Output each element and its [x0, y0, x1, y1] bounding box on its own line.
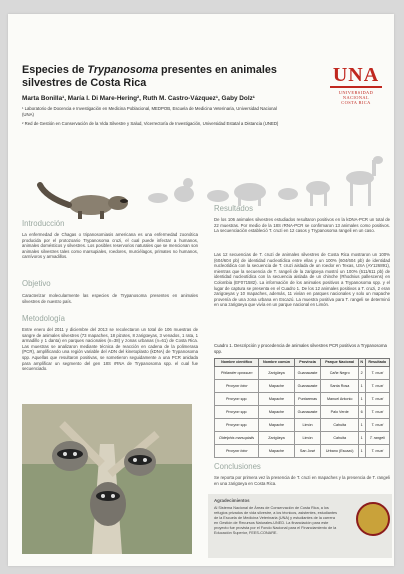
table-cell: 2 — [358, 366, 365, 379]
table-cell: 1 — [358, 431, 365, 444]
table-row — [215, 392, 390, 405]
objective-text: Caracterizar molecularmente las especies de Trypanosoma presentes en animales silvestres de nuestro país. — [22, 293, 198, 304]
results-text-2: Las 12 secuencias de T. cruzi de animales silvestres de Costa Rica mostraron un 100% (604/604 pb) de identidad nucleotídica entre ellas y un 100% (604/604 pb) de identidad nucleotídica con la secuencia de T. cruzi aislada de un roedor en Texas, USA (AY126891), mientras que la secuencia de T. rangeli de la zarigüeya mostró un 100% (611/611 pb) de identidad nucleotídica con la secuencia aislada de un chinche (Rhodnius pallescens) en Colombia (EF071582). La información de los animales positivos a Trypanosoma spp. y el lugar de captura se presenta en el Cuadro 1. De los 12 animales positivos a T. cruzi, 2 eran zarigüeyas y 10 mapaches, además, 11 vivían en parques nacionales y solo un mapache provenía de una zona urbana en Escazú. La muestra positiva para T. rangeli se determinó en una zarigüeya que vivía en un parque nacional en Limón. — [214, 252, 390, 308]
affiliation-1: ¹ Laboratorio de Docencia e Investigación en Medicina Poblacional, MEDPOB, Escuela de Medicina Veterinaria, Universidad Nacional (UNA) — [22, 106, 277, 117]
affiliation-2: ² Red de Gestión en Conservación de la Vida Silvestre y Salud, Vicerrectoría de Investigación, Universidad Estatal a Distancia (UNED) — [22, 121, 279, 126]
raccoon-3 — [90, 482, 126, 526]
table-header: Provincia — [294, 359, 321, 367]
university-logo — [324, 66, 388, 105]
raccoons-photo — [22, 404, 192, 554]
methodology-heading: Metodología — [22, 314, 65, 323]
table-cell: T. cruzi — [365, 392, 389, 405]
table-cell: 1 — [358, 379, 365, 392]
monkey-silhouette — [174, 186, 194, 202]
logo-text: UNA — [332, 64, 380, 86]
table-cell: Mapache — [259, 379, 294, 392]
table-cell: Puntarenas — [294, 392, 321, 405]
table-header: Resultado — [365, 359, 389, 367]
table-cell: Cañe Negro — [321, 366, 358, 379]
results-table — [214, 358, 390, 458]
table-row — [215, 418, 390, 431]
table-cell: Procyon spp. — [215, 392, 259, 405]
opossum-silhouette — [207, 190, 229, 202]
table-cell: Procyon lotor — [215, 444, 259, 457]
acknowledgements-heading: Agradecimientos — [214, 498, 250, 503]
intro-heading: Introducción — [22, 219, 65, 228]
table-cell: Guanacaste — [294, 405, 321, 418]
animal-silhouettes-illustration — [138, 154, 390, 208]
table-cell: Didelphis marsupialis — [215, 431, 259, 444]
table-row — [215, 444, 390, 457]
table-cell: Procyon lotor — [215, 379, 259, 392]
table-cell: Guanacaste — [294, 366, 321, 379]
table-header: Nombre común — [259, 359, 294, 367]
logo-sub-2: NACIONAL — [342, 95, 370, 100]
table-cell: Limón — [294, 431, 321, 444]
table-cell: San José — [294, 444, 321, 457]
table-cell: T. cruzi — [365, 418, 389, 431]
table-cell: Cahuita — [321, 431, 358, 444]
table-cell: Procyon spp. — [215, 418, 259, 431]
table-cell: T. rangeli — [365, 431, 389, 444]
table-cell: Santa Rosa — [321, 379, 358, 392]
rat-silhouette — [278, 188, 298, 200]
table-cell: Cahuita — [321, 418, 358, 431]
table-caption: Cuadro 1. Descripción y procedencia de animales silvestres PCR positivos a Trypanosoma spp. — [214, 343, 387, 354]
table-cell: Manuel Antonio — [321, 392, 358, 405]
table-header: Nombre científico — [215, 359, 259, 367]
table-cell: Guanacaste — [294, 379, 321, 392]
conclusions-text: Se reporta por primera vez la presencia de T. cruzi en mapaches y la presencia de T. rangeli en una zarigüeya en Costa Rica. — [214, 475, 390, 486]
logo-sub-3: COSTA RICA — [341, 100, 371, 105]
logo-sub-1: UNIVERSIDAD — [338, 90, 374, 95]
table-cell: Limón — [294, 418, 321, 431]
table-cell: 1 — [358, 444, 365, 457]
authors: Marta Bonilla¹, María I. Di Mare-Hering², Ruth M. Castro-Vázquez¹, Gaby Dolz¹ — [22, 95, 255, 102]
table-cell: Mapache — [259, 392, 294, 405]
institution-seal-icon — [356, 502, 390, 536]
table-cell: T. cruzi — [365, 366, 389, 379]
table-header-row — [215, 359, 390, 367]
poster-title: Especies de Trypanosoma presentes en animales silvestres de Costa Rica — [22, 64, 277, 89]
table-cell: T. cruzi — [365, 444, 389, 457]
table-row — [215, 431, 390, 444]
poster — [8, 14, 394, 566]
logo-divider — [330, 86, 382, 88]
table-cell: Urbano (Escazú) — [321, 444, 358, 457]
table-cell: 1 — [358, 392, 365, 405]
table-row — [215, 405, 390, 418]
raccoon-2 — [124, 448, 156, 476]
table-cell: T. cruzi — [365, 405, 389, 418]
table-cell: Palo Verde — [321, 405, 358, 418]
conclusions-heading: Conclusiones — [214, 462, 261, 471]
table-row — [215, 379, 390, 392]
raccoon-illustration — [36, 177, 146, 221]
table-header: N — [360, 360, 364, 365]
table-cell: T. cruzi — [365, 379, 389, 392]
table-cell: 1 — [358, 418, 365, 431]
armadillo-silhouette — [148, 193, 168, 203]
acknowledgements-box — [208, 494, 392, 558]
table-cell: 6 — [358, 405, 365, 418]
raccoon-1 — [52, 441, 88, 471]
table-cell: Zarigüeya — [259, 366, 294, 379]
acknowledgements-text: Al Sistema Nacional de Áreas de Conservación de Costa Rica, a los refugios privados de vida silvestre, a los técnicos, asistentes, estudiantes de la Escuela de Medicina Veterinaria (UNA) y estudiantes de la carrera en Gestión de Recursos Naturales-UNED. La financiación para este proyecto fue provista por el Fondo Nacional para el Financiamiento de la Educación Superior, FEES-CONARE. — [214, 506, 338, 535]
results-heading: Resultados — [214, 204, 254, 213]
table-cell: Mapache — [259, 444, 294, 457]
objective-heading: Objetivo — [22, 279, 51, 288]
table-row — [215, 366, 390, 379]
table-cell: Zarigüeya — [259, 431, 294, 444]
table-cell: Mapache — [259, 418, 294, 431]
results-text-1: De los 106 animales silvestres estudiados resultaron positivos en la kDNA-PCR un total de 22 muestras. Por medio de la 18S rRNA-PCR se confirmaron 13 animales como positivos. La secuenciación estableció T. cruzi en 12 casos y Trypanosoma rangeli en un caso. — [214, 217, 390, 234]
table-cell: Philander opossum — [215, 366, 259, 379]
table-header: Parque Nacional — [321, 359, 358, 367]
methodology-text: Entre enero del 2011 y diciembre del 2013 se recolectaron un total de 106 muestras de sangre de animales silvestres (73 mapaches, 18 pizotes, 8 zarigüeyas, 3 venados, 1 rata, 1 armadillo y 1 danta) en parques nacionales (n=38) y zonas urbanas (n=61) de Costa Rica. Las muestras se analizaron mediante técnica de reacción en cadena de la polimerasa (PCR), amplificando una región variable del ADN del kinetoplasto (kDNA) de Trypanosoma spp. Aquellas que resultaron positivas, se sometieron seguidamente a una PCR anidada para amplificar un segmento del gen 18S rRNA de Trypanosoma spp. el cual fue secuenciado. — [22, 327, 198, 372]
table-cell: Mapache — [259, 405, 294, 418]
table-cell: Procyon spp. — [215, 405, 259, 418]
intro-text: La enfermedad de Chagas o tripanosomiasis americana es una enfermedad zoonótica producida por el protozoario Trypanosoma cruzi, el cual puede infectar a humanos, animales domésticos y silvestres. Los posibles reservorios naturales que se mencionan son animales silvestres tales como marsupiales, roedores, murciélagos, primates no humanos, carnívoros y armadillos. — [22, 232, 198, 260]
